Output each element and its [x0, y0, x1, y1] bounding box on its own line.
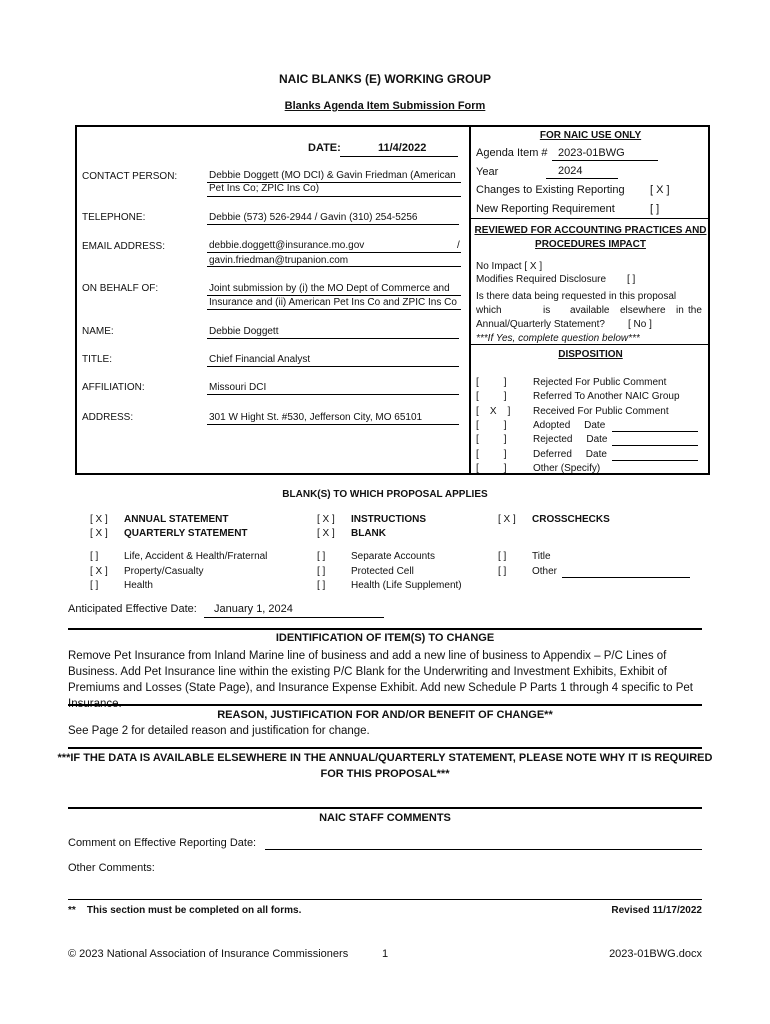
blank-checkbox[interactable]: [ X ] — [317, 528, 335, 539]
email-underline-2 — [207, 266, 461, 267]
property-casualty-label: Property/Casualty — [124, 566, 204, 577]
date-underline — [340, 156, 458, 157]
disposition-date-field[interactable] — [612, 431, 698, 432]
staff-rule — [68, 807, 702, 809]
question-line3: Annual/Quarterly Statement? — [476, 319, 605, 330]
comment-effective-date-label: Comment on Effective Reporting Date: — [68, 837, 257, 849]
other-checkbox[interactable]: [ ] — [498, 566, 507, 577]
disposition-date-field[interactable] — [612, 460, 698, 461]
name-label: NAME: — [82, 326, 114, 337]
year-underline — [546, 178, 618, 179]
other-comments-label: Other Comments: — [68, 862, 155, 874]
disposition-label: Referred To Another NAIC Group — [533, 391, 680, 403]
protected-cell-label: Protected Cell — [351, 566, 414, 577]
crosschecks-label: CROSSCHECKS — [532, 514, 610, 525]
form-subtitle: Blanks Agenda Item Submission Form — [284, 100, 486, 112]
separate-accounts-checkbox[interactable]: [ ] — [317, 551, 326, 562]
modifies-disclosure-checkbox[interactable]: [ ] — [627, 274, 636, 285]
address-value[interactable]: 301 W Hight St. #530, Jefferson City, MO 65101 — [209, 412, 423, 423]
disposition-label: Rejected Date — [533, 434, 608, 446]
telephone-label: TELEPHONE: — [82, 212, 146, 223]
address-underline — [207, 424, 459, 425]
agenda-underline — [552, 160, 658, 161]
footer-copyright: © 2023 National Association of Insurance Commissioners — [68, 948, 349, 960]
question-line2-w2: is — [543, 305, 551, 316]
identification-heading: IDENTIFICATION OF ITEM(S) TO CHANGE — [275, 632, 495, 644]
question-line2-w4: elsewhere — [620, 305, 666, 316]
effective-date-label: Anticipated Effective Date: — [68, 603, 197, 615]
effective-date-value[interactable]: January 1, 2024 — [214, 603, 293, 615]
question-line1: Is there data being requested in this proposal — [476, 291, 677, 302]
telephone-underline — [207, 224, 459, 225]
email-separator: / — [457, 240, 460, 251]
title-underline — [207, 366, 459, 367]
no-impact-checkbox[interactable]: No Impact [ X ] — [476, 261, 543, 272]
effective-date-underline — [204, 617, 384, 618]
disposition-checkbox[interactable]: [ ] — [476, 419, 507, 431]
health-label: Health — [124, 580, 153, 591]
disposition-checkbox[interactable]: [ ] — [476, 377, 507, 388]
naic-use-divider-1 — [469, 218, 710, 219]
separate-accounts-label: Separate Accounts — [351, 551, 435, 562]
telephone-value[interactable]: Debbie (573) 526-2944 / Gavin (310) 254-5256 — [209, 212, 418, 223]
question-note: ***If Yes, complete question below*** — [476, 333, 640, 344]
disposition-date-field[interactable] — [612, 474, 698, 475]
question-line2-w3: available — [570, 305, 610, 316]
protected-cell-checkbox[interactable]: [ ] — [317, 566, 326, 577]
health-life-supplement-checkbox[interactable]: [ ] — [317, 580, 326, 591]
naic-use-divider-2 — [469, 344, 710, 345]
changes-existing-checkbox[interactable]: [ X ] — [650, 184, 670, 196]
behalf-underline-1 — [207, 295, 461, 296]
year-value[interactable]: 2024 — [558, 165, 583, 177]
other-label: Other — [532, 566, 558, 577]
changes-existing-label: Changes to Existing Reporting — [476, 184, 625, 196]
question-line2-w6: the — [688, 305, 702, 316]
affiliation-underline — [207, 394, 459, 395]
reason-text: See Page 2 for detailed reason and justification for change. — [68, 725, 370, 737]
health-checkbox[interactable]: [ ] — [90, 580, 99, 591]
page-title: NAIC BLANKS (E) WORKING GROUP — [279, 72, 491, 86]
modifies-disclosure-label: Modifies Required Disclosure — [476, 274, 607, 285]
email-underline-1 — [207, 252, 461, 253]
disposition-checkbox[interactable]: [ ] — [476, 448, 507, 460]
date-label: DATE: — [308, 142, 341, 154]
new-requirement-checkbox[interactable]: [ ] — [650, 203, 660, 215]
question-line2-w5: in — [676, 305, 684, 316]
disposition-checkbox[interactable]: [ ] — [476, 462, 507, 474]
footer-page-number: 1 — [382, 948, 389, 960]
contact-person-label: CONTACT PERSON: — [82, 171, 178, 182]
identification-rule — [68, 628, 702, 630]
email-label: EMAIL ADDRESS: — [82, 241, 165, 252]
affiliation-value[interactable]: Missouri DCI — [209, 382, 267, 393]
naic-use-heading: FOR NAIC USE ONLY — [539, 130, 642, 141]
title-value[interactable]: Chief Financial Analyst — [209, 354, 311, 365]
disposition-checkbox[interactable]: [ ] — [476, 391, 507, 403]
question-answer-checkbox[interactable]: [ No ] — [628, 319, 652, 330]
quarterly-statement-checkbox[interactable]: [ X ] — [90, 528, 108, 539]
year-label: Year — [476, 166, 499, 178]
disposition-label: Adopted Date — [533, 419, 606, 431]
blank-label: BLANK — [351, 528, 386, 539]
email-line2[interactable]: gavin.friedman@trupanion.com — [209, 255, 349, 266]
annual-statement-label: ANNUAL STATEMENT — [124, 514, 229, 525]
question-line2-w1: which — [476, 305, 502, 316]
reason-heading: REASON, JUSTIFICATION FOR AND/OR BENEFIT OF CHANGE** — [217, 709, 553, 721]
life-accident-label: Life, Accident & Health/Fraternal — [124, 551, 268, 562]
agenda-item-label: Agenda Item # — [476, 147, 548, 159]
disposition-date-field[interactable] — [612, 445, 698, 446]
quarterly-statement-label: QUARTERLY STATEMENT — [124, 528, 248, 539]
data-note-line1: ***IF THE DATA IS AVAILABLE ELSEWHERE IN THE ANNUAL/QUARTERLY STATEMENT, PLEASE NOTE WHY IT IS REQUIRED — [57, 752, 713, 764]
disposition-label: Other (Specify) — [533, 462, 601, 474]
email-line1[interactable]: debbie.doggett@insurance.mo.gov — [209, 240, 365, 251]
name-underline — [207, 338, 459, 339]
annual-statement-checkbox[interactable]: [ X ] — [90, 514, 108, 525]
other-specify-field[interactable] — [562, 577, 690, 578]
disposition-checkbox[interactable]: [ ] — [476, 434, 507, 446]
instructions-label: INSTRUCTIONS — [351, 514, 426, 525]
data-note-line2: FOR THIS PROPOSAL*** — [320, 768, 450, 780]
name-value[interactable]: Debbie Doggett — [209, 326, 279, 337]
identification-text: Remove Pet Insurance from Inland Marine line of business and add a new line of business to Appendix – P/C Lines of Business. Add Pet Insurance line within the existing P/C Blank for the Underwriting and Investment Exhibits, Exhibit of Premiums and Losses (State Page), and Insurance Expense Exhibit. Add new Schedule P Parts 1 through 4 specific to Pet — [68, 650, 693, 694]
footer-filename: 2023-01BWG.docx — [609, 948, 702, 960]
health-life-supplement-label: Health (Life Supplement) — [351, 580, 462, 591]
title-checkbox[interactable]: [ ] — [498, 551, 507, 562]
behalf-underline-2 — [207, 309, 461, 310]
instructions-checkbox[interactable]: [ X ] — [317, 514, 335, 525]
address-label: ADDRESS: — [82, 412, 134, 423]
review-heading-2: PROCEDURES IMPACT — [535, 239, 646, 250]
contact-person-line1[interactable]: Debbie Doggett (MO DCI) & Gavin Friedman (American — [209, 170, 456, 181]
blanks-heading: BLANK(S) TO WHICH PROPOSAL APPLIES — [282, 489, 488, 500]
disposition-checkbox[interactable]: [ X ] — [476, 405, 511, 417]
reason-rule — [68, 704, 702, 706]
disposition-label: Rejected For Public Comment — [533, 377, 667, 388]
data-note-rule — [68, 747, 702, 749]
contact-person-line2[interactable]: Pet Ins Co; ZPIC Ins Co) — [209, 183, 320, 194]
on-behalf-of-line2[interactable]: Insurance and (ii) American Pet Ins Co and ZPIC Ins Co — [209, 297, 457, 308]
disposition-heading: DISPOSITION — [558, 349, 623, 360]
title-blank-label: Title — [532, 551, 551, 562]
staff-comments-heading: NAIC STAFF COMMENTS — [319, 812, 451, 824]
on-behalf-of-label: ON BEHALF OF: — [82, 283, 159, 294]
on-behalf-of-line1[interactable]: Joint submission by (i) the MO Dept of Commerce and — [209, 283, 450, 294]
table-divider-vertical — [469, 125, 471, 475]
new-requirement-label: New Reporting Requirement — [476, 203, 615, 215]
life-accident-checkbox[interactable]: [ ] — [90, 551, 99, 562]
crosschecks-checkbox[interactable]: [ X ] — [498, 514, 516, 525]
date-value[interactable]: 11/4/2022 — [378, 142, 427, 154]
contact-underline-2 — [207, 196, 461, 197]
affiliation-label: AFFILIATION: — [82, 382, 145, 393]
review-heading-1: REVIEWED FOR ACCOUNTING PRACTICES AND — [474, 225, 707, 236]
other-comments-field[interactable] — [68, 899, 702, 900]
agenda-item-value[interactable]: 2023-01BWG — [558, 147, 625, 159]
footnote-revised: Revised 11/17/2022 — [611, 905, 702, 916]
disposition-label: Received For Public Comment — [533, 405, 669, 417]
property-casualty-checkbox[interactable]: [ X ] — [90, 566, 108, 577]
comment-effective-date-field[interactable] — [265, 849, 702, 850]
disposition-label: Deferred Date — [533, 448, 607, 460]
footnote-left: ** This section must be completed on all forms. — [68, 905, 302, 916]
title-label: TITLE: — [82, 354, 113, 365]
